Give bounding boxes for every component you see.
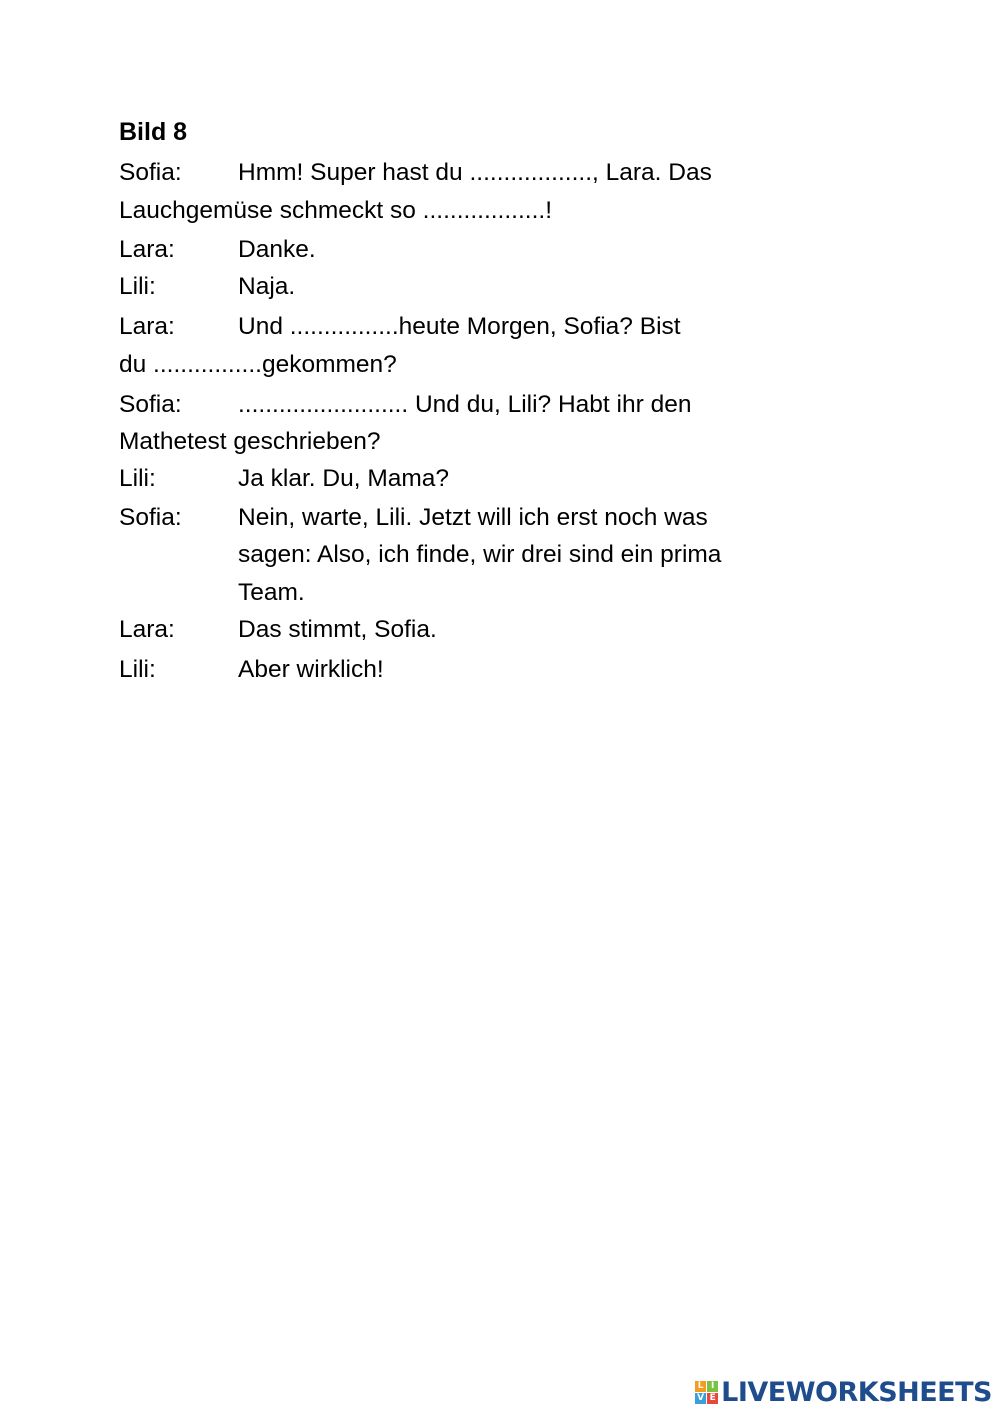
dialogue-continuation: sagen: Also, ich finde, wir drei sind ein prima [238, 541, 722, 568]
dialogue-text: Und ................heute Morgen, Sofia? Bist [238, 313, 681, 340]
dialogue-line [119, 154, 712, 192]
logo-text: LIVEWORKSHEETS [721, 1376, 992, 1408]
dialogue-text: Aber wirklich! [238, 656, 384, 683]
speaker-label: Lili: [119, 656, 156, 683]
liveworksheets-logo [695, 1377, 992, 1407]
logo-mark-icon: L I V E [695, 1381, 718, 1404]
speaker-label: Lara: [119, 236, 175, 263]
dialogue-line [119, 460, 449, 498]
dialogue-line [119, 268, 295, 306]
dialogue-continuation: Lauchgemüse schmeckt so ..................! [119, 197, 553, 224]
dialogue-line [119, 651, 384, 689]
dialogue-continuation: Mathetest geschrieben? [119, 428, 381, 455]
speaker-label: Lili: [119, 273, 156, 300]
speaker-label: Lili: [119, 465, 156, 492]
dialogue-line [119, 386, 691, 424]
dialogue-line [119, 499, 708, 537]
dialogue-text: Das stimmt, Sofia. [238, 616, 437, 643]
dialogue-line [119, 231, 316, 269]
speaker-label: Sofia: [119, 159, 182, 186]
dialogue-text: Hmm! Super hast du .................., Lara. Das [238, 159, 712, 186]
speaker-label: Lara: [119, 616, 175, 643]
dialogue-line [119, 611, 437, 649]
speaker-label: Lara: [119, 313, 175, 340]
page-title: Bild 8 [119, 118, 188, 146]
dialogue-continuation: du ................gekommen? [119, 351, 397, 378]
dialogue-text: Nein, warte, Lili. Jetzt will ich erst noch was [238, 504, 708, 531]
dialogue-line [119, 308, 681, 346]
dialogue-text: Naja. [238, 273, 296, 300]
dialogue-text: Danke. [238, 236, 316, 263]
dialogue-text: ......................... Und du, Lili? Habt ihr den [238, 391, 692, 418]
dialogue-text: Ja klar. Du, Mama? [238, 465, 450, 492]
speaker-label: Sofia: [119, 391, 182, 418]
speaker-label: Sofia: [119, 504, 182, 531]
dialogue-continuation: Team. [238, 579, 305, 606]
